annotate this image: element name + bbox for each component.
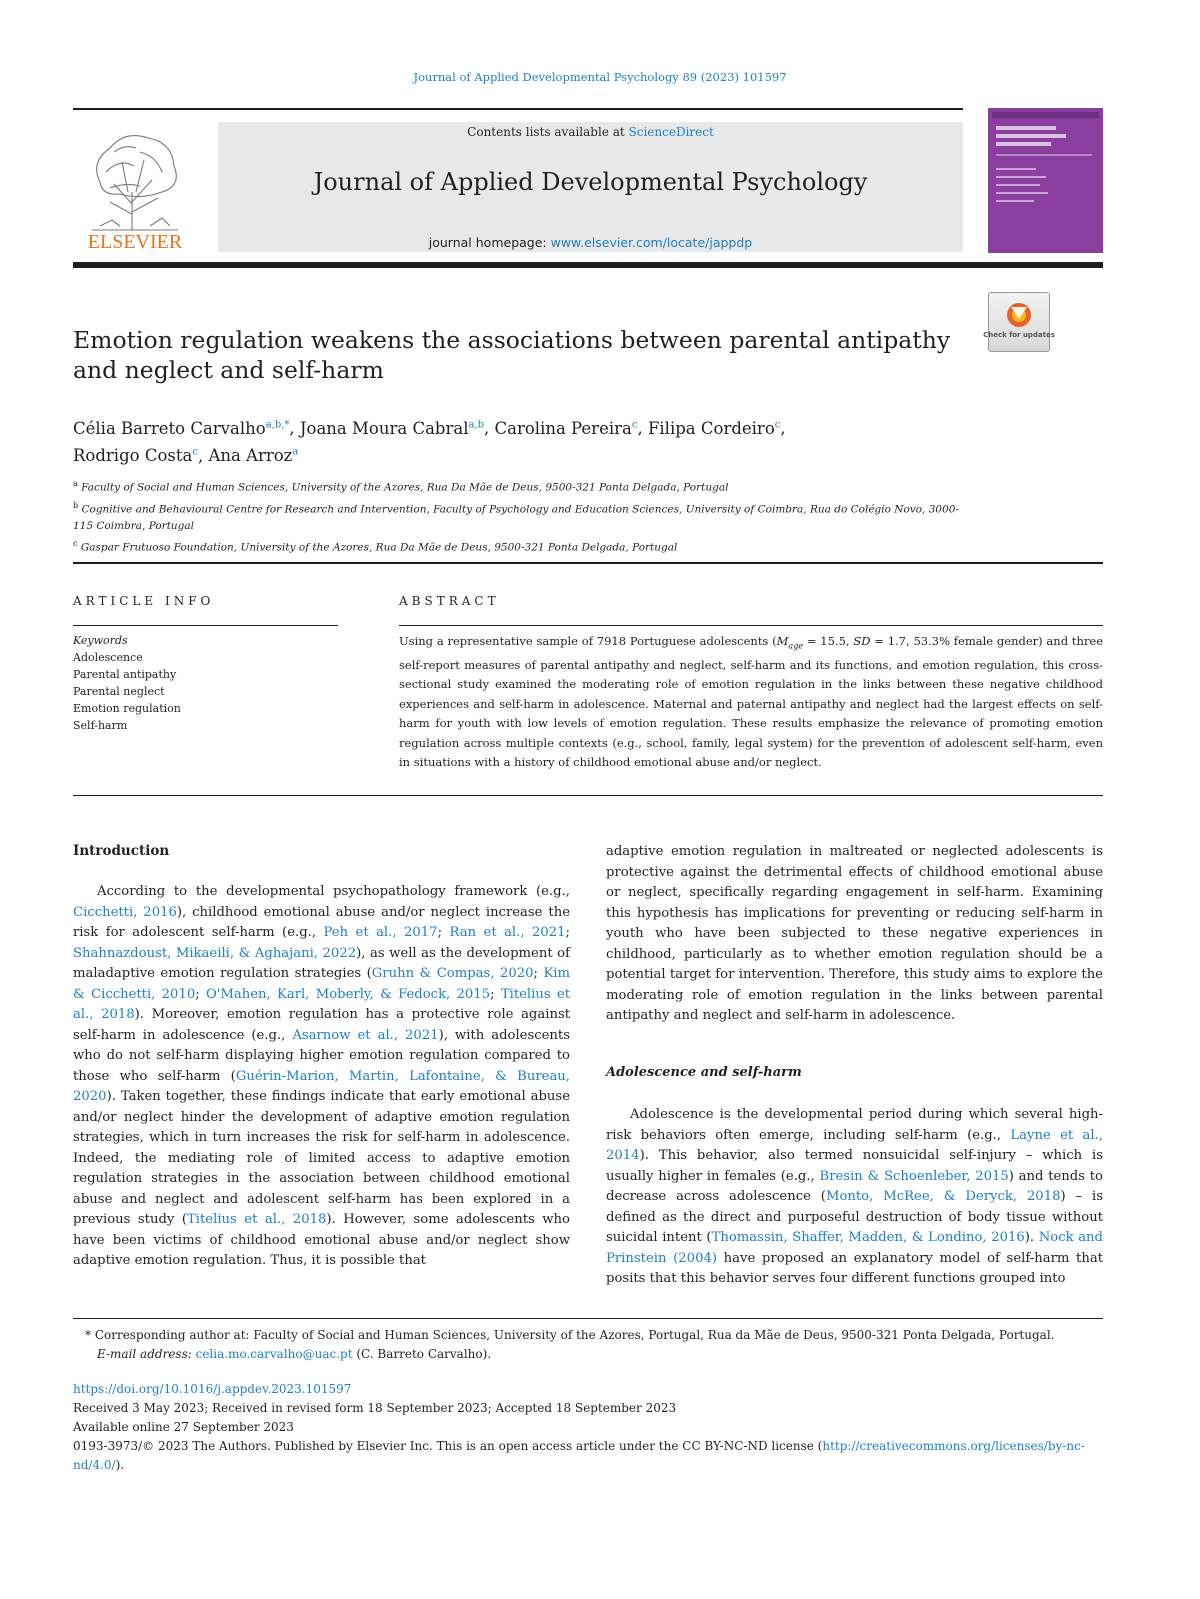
keywords-block [73, 632, 338, 734]
abstract-rule [399, 625, 1103, 626]
author-4[interactable]: Filipa Cordeiro$^c$ [647, 418, 781, 438]
article-title [73, 325, 973, 385]
author-5-affil[interactable]: c [192, 446, 198, 458]
intro-paragraph: According to the developmental psychopathology framework (e.g., Cicchetti, 2016), childhood emotional abuse and/or neglect increase the risk for adolescent self-harm (e.g., Peh et al., 2017; Ran et al., 2021; Shahnazdoust, Mikaeili, & Aghajani, 2022), as well as the development of maladaptive emotion regulation strategies (Gruhn & Compas, 2020; Kim & Cicchetti, 2010; O'Mahen, Karl, Moberly, & Fedock, 2015; Titelius et al., 2018). Moreover, emotion regulation has a protective role against self-harm in adolescence (e.g., Asarnow et al., 2021), with adolescents who do not self-harm displaying higher emotion regulation compared to those who self-harm (Guérin-Marion, Martin, Lafontaine, & Bureau, 2020). Taken together, these findings indicate that early emotional abuse and/or neglect hinder the development of adaptive emotion regulation strategies, which in turn increases the risk for self-harm in adolescence. Indeed, the mediating role of limited access to adaptive emotion regulation strategies in the association between childhood emotional abuse and neglect and adolescent self-harm has been explored in a previous study (Titelius et al., 2018). However, some adolescents who have been victims of childhood emotional abuse and/or neglect show adaptive emotion regulation. Thus, it is possible that [73, 884, 571, 1268]
affiliation-b: $^b$ Cognitive and Behavioural Centre for Research and Intervention, Faculty of Psychology and Education Sciences, University of Coimbra, Rua do Colégio Novo, 3000-115 Coimbra, Portugal [73, 500, 959, 532]
article-info-rule [73, 625, 338, 626]
author-3-affil[interactable]: c [631, 419, 638, 430]
affiliation-c: $^c$ Gaspar Frutuoso Foundation, University of the Azores, Rua Da Mãe de Deus, 9500-321 Ponta Delgada, Portugal [73, 539, 678, 554]
author-2[interactable]: Joana Moura Cabral$^{a,b}$ [299, 418, 485, 438]
header-thick-rule [73, 262, 1103, 268]
keyword-item: Emotion regulation [73, 702, 181, 715]
check-for-updates-badge[interactable] [983, 292, 1055, 352]
title-line-2: and neglect and self-harm [73, 356, 384, 384]
author-1-affil[interactable]: a,b,* [265, 419, 290, 430]
elsevier-wordmark: ELSEVIER [87, 231, 183, 253]
article-info-heading: ARTICLE INFO [73, 594, 215, 608]
license-line: 0193-3973/© 2023 The Authors. Published by Elsevier Inc. This is an open access article under the CC BY-NC-ND license (http://creativecommons.org/licenses/by-nc-nd/4.0/). [73, 1439, 1085, 1472]
citation-link[interactable]: Cicchetti, 2016 [73, 904, 177, 920]
author-2-affil[interactable]: a,b [468, 419, 485, 430]
adolescence-paragraph: Adolescence is the developmental period during which several high-risk behaviors often emerge, including self-harm (e.g., Layne et al., 2014). This behavior, also termed nonsuicidal self-injury – which is usually higher in females (e.g., Bresin & Schoenleber, 2015) and tends to decrease across adolescence (Monto, McRee, & Deryck, 2018) – is defined as the direct and purposeful destruction of body tissue without suicidal intent (Thomassin, Shaffer, Madden, & Londino, 2016). Nock and Prinstein (2004) have proposed an explanatory model of self-harm that posits that this behavior serves four different functions grouped into [606, 1107, 1104, 1286]
citation-link[interactable]: Monto, McRee, & Deryck, 2018 [825, 1189, 1061, 1204]
keyword-item: Self-harm [73, 719, 128, 732]
keyword-item: Parental neglect [73, 685, 165, 698]
homepage-link[interactable]: www.elsevier.com/locate/jappdp [550, 235, 753, 250]
citation-link[interactable]: Thomassin, Shaffer, Madden, & Londino, 2016 [711, 1230, 1025, 1245]
body-left-column [73, 882, 570, 1272]
subsection-heading: Adolescence and self-harm [606, 1065, 802, 1080]
publication-info [73, 1380, 1103, 1475]
journal-title: Journal of Applied Developmental Psychology [313, 168, 868, 196]
citation-link[interactable]: Bresin & Schoenleber, 2015 [819, 1168, 1009, 1184]
author-4-affil[interactable]: c [774, 419, 781, 430]
journal-reference[interactable]: Journal of Applied Developmental Psychology 89 (2023) 101597 [413, 70, 787, 84]
section-rule [73, 562, 1103, 564]
journal-homepage-line [218, 235, 963, 250]
email-line: E-mail address: celia.mo.carvalho@uac.pt (C. Barreto Carvalho). [97, 1347, 492, 1361]
affiliation-a: $^a$ Faculty of Social and Human Sciences, University of the Azores, Rua Da Mãe de Deus, 9500-321 Ponta Delgada, Portugal [73, 479, 729, 494]
author-list: Célia Barreto Carvalho$^{a,b,*}$, Joana Moura Cabral$^{a,b}$, Carolina Pereira$^c$, Filipa Cordeiro$^c$, Rodrigo Costa$^c$, Ana Arroz$^a$ [73, 418, 786, 465]
title-line-1: Emotion regulation weakens the associations between parental antipathy [73, 326, 951, 354]
doi-link[interactable]: https://doi.org/10.1016/j.appdev.2023.101597 [73, 1382, 352, 1396]
citation-link[interactable]: Titelius et al., 2018 [186, 1212, 327, 1227]
citation-link[interactable]: Gruhn & Compas, 2020 [371, 966, 534, 981]
body-right-column-bottom [606, 1105, 1103, 1290]
abstract-heading: ABSTRACT [399, 594, 500, 608]
author-6[interactable]: Ana Arroz$^a$ [208, 446, 299, 465]
author-6-affil[interactable]: a [292, 446, 299, 458]
homepage-prefix: journal homepage: [428, 235, 551, 250]
citation-link[interactable]: Peh et al., 2017 [323, 925, 438, 940]
contents-prefix: Contents lists available at [467, 125, 629, 139]
sciencedirect-link[interactable]: ScienceDirect [628, 125, 714, 139]
journal-cover-thumbnail[interactable] [988, 108, 1103, 253]
abstract-text: Using a representative sample of 7918 Portuguese adolescents ($M_{age} = 15.5$, SD = 1.7, 53.3% female gender) and three self-report measures of parental antipathy and neglect, self-harm and its functions, and emotion regulation, this cross-sectional study examined the moderating role of emotion regulation in the links between these negative childhood experiences and self-harm in adolescence. Maternal and paternal antipathy and neglect had the largest effects on self-harm for youth with low levels of emotion regulation. These results emphasize the relevance of promoting emotion regulation across multiple contexts (e.g., school, family, legal system) for the prevention of adolescent self-harm, even in situations with a history of childhood emotional abuse and/or neglect. [399, 634, 1103, 770]
received-dates: Received 3 May 2023; Received in revised form 18 September 2023; Accepted 18 September 2023 [73, 1401, 677, 1415]
author-5[interactable]: Rodrigo Costa$^c$ [73, 446, 198, 465]
body-rule [73, 795, 1103, 796]
citation-link[interactable]: O'Mahen, Karl, Moberly, & Fedock, 2015 [205, 986, 491, 1002]
citation-link[interactable]: Shahnazdoust, Mikaeili, & Aghajani, 2022 [73, 945, 357, 961]
citation-link[interactable]: Ran et al., 2021 [449, 925, 566, 940]
keyword-item: Adolescence [73, 651, 143, 664]
footnote-rule [73, 1318, 1103, 1319]
elsevier-logo [70, 122, 200, 252]
introduction-heading: Introduction [73, 843, 170, 859]
corresponding-author-footnote [85, 1326, 1103, 1364]
header-rule [73, 108, 963, 110]
continuation-paragraph: adaptive emotion regulation in maltreated or neglected adolescents is protective against the detrimental effects of childhood emotional abuse or neglect, specifically regarding engagement in self-harm. Examining this hypothesis has implications for preventing or reducing self-harm in youth who have been subjected to these negative experiences in childhood, particularly as to whether emotion regulation should be a potential target for intervention. Therefore, this study aims to explore the moderating role of emotion regulation in the links between parental antipathy and neglect and self-harm in adolescence. [606, 844, 1103, 1023]
contents-line [218, 125, 963, 139]
badge-label: Check for updates [983, 331, 1055, 339]
keyword-item: Parental antipathy [73, 668, 177, 681]
body-right-column-top [606, 842, 1103, 1027]
citation-link[interactable]: Asarnow et al., 2021 [292, 1027, 439, 1043]
citation-link[interactable]: Kim & Cicchetti, 2010 [73, 966, 571, 1002]
author-1[interactable]: Célia Barreto Carvalho$^{a,b,*}$ [73, 418, 290, 438]
keywords-label: Keywords [73, 634, 128, 647]
citation-link[interactable]: Guérin-Marion, Martin, Lafontaine, & Bureau, 2020 [73, 1068, 570, 1104]
citation-link[interactable]: Nock and Prinstein (2004) [606, 1230, 1103, 1266]
corresponding-author-line: * Corresponding author at: Faculty of Social and Human Sciences, University of the Azores, Portugal, Rua da Mãe de Deus, 9500-321 Ponta Delgada, Portugal. [85, 1328, 1055, 1342]
license-link[interactable]: http://creativecommons.org/licenses/by-nc-nd/4.0/ [73, 1439, 1085, 1472]
online-date: Available online 27 September 2023 [73, 1420, 294, 1434]
affiliations [73, 475, 973, 557]
citation-link[interactable]: Titelius et al., 2018 [73, 986, 570, 1022]
author-3[interactable]: Carolina Pereira$^c$ [494, 418, 638, 438]
citation-link[interactable]: Layne et al., 2014 [606, 1127, 1103, 1163]
email-link[interactable]: celia.mo.carvalho@uac.pt [195, 1347, 353, 1361]
